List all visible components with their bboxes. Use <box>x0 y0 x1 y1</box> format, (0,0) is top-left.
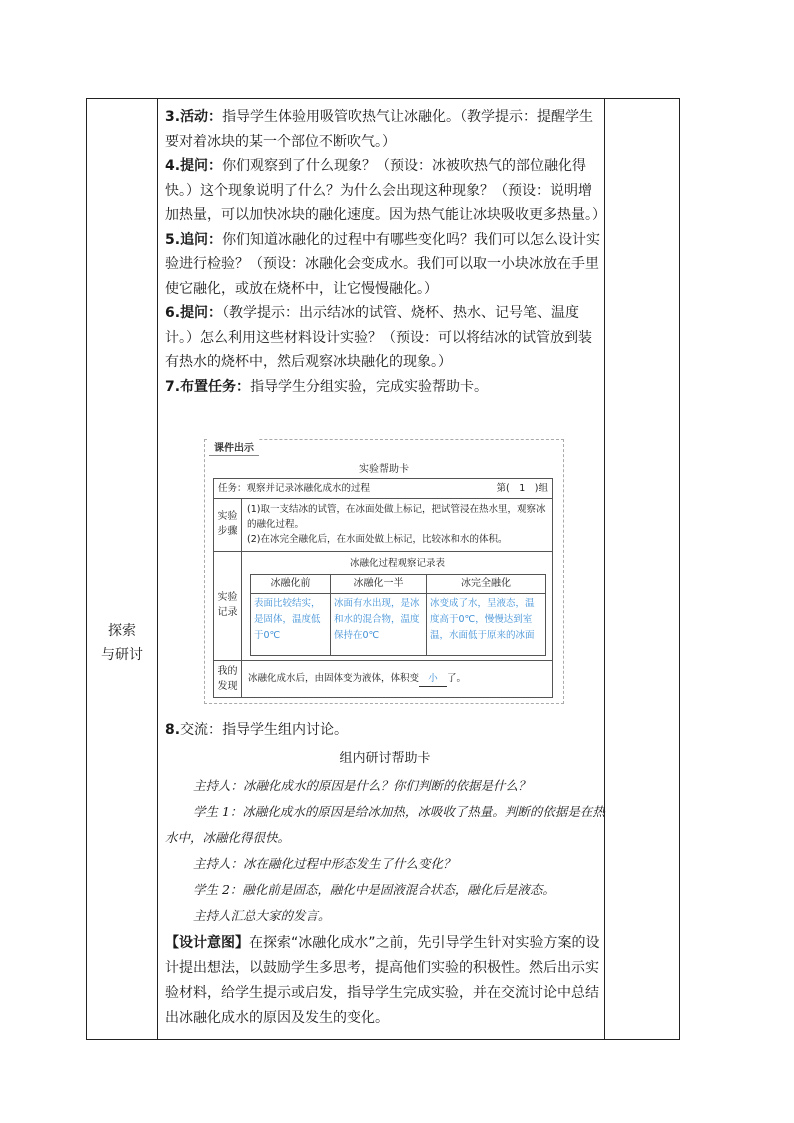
finding-text: 冰融化成水后，由固体变为液体，体积变 小 了。 <box>248 671 548 687</box>
lesson-content <box>165 105 605 399</box>
stage-label <box>87 619 157 667</box>
record-label: 实验记录 <box>214 552 242 660</box>
record-table-title: 冰融化过程观察记录表 <box>349 558 445 569</box>
card-tab: 课件出示 <box>209 438 259 456</box>
lesson-table <box>86 98 680 1040</box>
col-half: 冰融化一半 <box>353 578 404 589</box>
cell-before: 表面比较结实，是固体，温度低于0℃ <box>254 598 321 641</box>
discussion-line-5: 主持人汇总大家的发言。 <box>193 908 331 923</box>
discussion-line-4: 学生 2：融化前是固态，融化中是固液混合状态，融化后是液态。 <box>193 882 555 897</box>
card-task: 任务：观察并记录冰融化成水的过程 <box>218 483 371 494</box>
step-8: 8.交流：指导学生组内讨论。 <box>165 722 349 738</box>
steps-label: 实验步骤 <box>214 499 242 551</box>
discussion-line-1: 主持人：冰融化成水的原因是什么？你们判断的依据是什么？ <box>193 778 531 793</box>
step-6: 6.提问：（教学提示：出示结冰的试管、烧杯、热水、记号笔、温度计。）怎么利用这些材料设计实验？（预设：可以将结冰的试管放到装有热水的烧杯中，然后观察冰块融化的现象。） <box>165 305 592 370</box>
card-group: 第( 1 )组 <box>496 483 548 494</box>
design-intent: 【设计意图】在探索“冰融化成水”之前，先引导学生针对实验方案的设计提出想法，以鼓励学生多思考，提高他们实验的积极性。然后出示实验材料，给学生提示或启发，指导学生完成实验，并在交流讨论中总结出冰融化成水的原因及发生的变化。 <box>165 935 600 1026</box>
record-table <box>250 574 546 656</box>
column-divider <box>157 99 158 1039</box>
card-title: 实验帮助卡 <box>359 464 409 475</box>
discussion-line-2: 学生 1：冰融化成水的原因是给冰加热，冰吸收了热量。判断的依据是在热水中，冰融化得很快。 <box>165 804 605 845</box>
stage-line-2: 与研讨 <box>101 647 143 663</box>
finding-answer: 小 <box>419 671 447 687</box>
experiment-help-card <box>204 439 564 704</box>
col-after: 冰完全融化 <box>461 578 511 589</box>
step-1-text: (1)取一支结冰的试管，在冰面处做上标记，把试管浸在热水里，观察冰的融化过程。 <box>247 504 546 530</box>
step-5: 5.追问：你们知道冰融化的过程中有哪些变化吗？我们可以怎么设计实验进行检验？（预设：冰融化会变成水。我们可以取一小块冰放在手里使它融化，或放在烧杯中，让它慢慢融化。） <box>165 231 601 297</box>
finding-label: 我的发现 <box>214 661 242 698</box>
steps-row <box>214 498 552 551</box>
step-7: 7.布置任务：指导学生分组实验，完成实验帮助卡。 <box>165 378 489 395</box>
card-table <box>213 478 553 698</box>
lesson-content-lower <box>165 718 605 1031</box>
discussion-line-3: 主持人：冰在融化过程中形态发生了什么变化？ <box>193 856 456 871</box>
col-before: 冰融化前 <box>270 578 311 589</box>
stage-line-1: 探索 <box>108 623 136 639</box>
step-4: 4.提问：你们观察到了什么现象？（预设：冰被吹热气的部位融化得快。）这个现象说明了什么？为什么会出现这种现象？（预设：说明增加热量，可以加快冰块的融化速度。因为热气能让冰块吸收更多热量。） <box>165 158 606 223</box>
record-row <box>214 551 552 660</box>
cell-half: 冰面有水出现，是冰和水的混合物，温度保持在0℃ <box>334 598 420 641</box>
discussion-title: 组内研讨帮助卡 <box>339 750 431 766</box>
step-2-text: (2)在冰完全融化后，在水面处做上标记，比较冰和水的体积。 <box>247 534 508 545</box>
step-3: 3.活动：指导学生体验用吸管吹热气让冰融化。（教学提示：提醒学生要对着冰块的某一个部位不断吹气。） <box>165 109 594 150</box>
cell-after: 冰变成了水，呈液态，温度高于0℃，慢慢达到室温，水面低于原来的冰面 <box>430 598 535 641</box>
finding-row <box>214 660 552 698</box>
